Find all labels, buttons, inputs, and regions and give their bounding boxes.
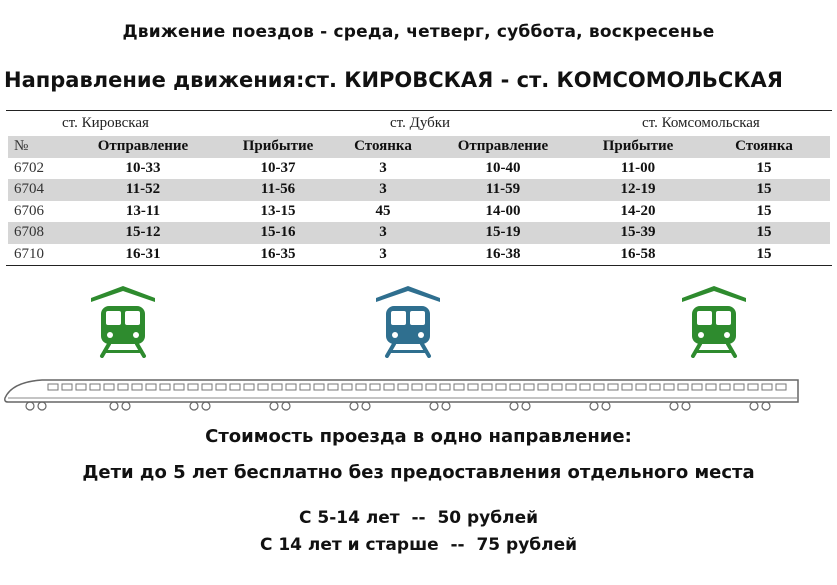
table-cell: 15 [756,245,772,262]
from-prefix: ст. [304,68,345,92]
table-cell: 11-00 [620,159,656,176]
table-row [8,201,830,223]
table-cell: 16-58 [620,245,656,262]
table-cell: 3 [379,245,387,262]
table-top-rule [6,110,832,111]
fare-children-free: Дети до 5 лет бесплатно без предоставления отдельного места [82,462,755,483]
train-number: 6708 [14,224,44,240]
table-cell: 11-59 [485,181,521,197]
table-cell: 11-56 [260,181,296,197]
table-cell: 11-52 [125,181,161,197]
train-station-icon [89,284,157,358]
table-cell: 16-31 [125,245,161,262]
table-row [8,179,830,201]
table-cell: 16-35 [260,245,296,262]
table-cell: 13-15 [260,202,296,219]
table-cell: 14-20 [620,202,656,219]
column-header: Отправление [97,138,189,154]
direction-title [4,68,783,92]
column-header: Отправление [457,138,549,154]
table-cell: 3 [379,181,387,197]
train-number: 6702 [14,159,44,176]
table-cell: 15-39 [620,224,656,240]
from-station: КИРОВСКАЯ [344,68,494,92]
train-side-icon [2,372,802,418]
table-cell: 12-19 [620,181,656,197]
table-cell: 15-16 [260,224,296,240]
train-number: 6710 [14,245,44,262]
column-header: Прибытие [602,138,674,154]
station-label-dubki: ст. Дубки [390,115,451,131]
table-cell: 10-37 [260,159,296,176]
train-number: 6704 [14,181,44,197]
station-label-kirovskaya: ст. Кировская [62,115,149,131]
table-cell: 10-40 [485,159,521,176]
to-station: КОМСОМОЛЬСКАЯ [556,68,783,92]
table-row [8,158,830,180]
table-bottom-rule [6,265,832,266]
schedule-table [8,136,830,265]
train-station-icon [374,284,442,358]
table-cell: 10-33 [125,159,161,176]
table-cell: 15 [756,224,772,240]
table-header-row [8,136,830,158]
table-cell: 13-11 [125,202,161,219]
to-prefix: ст. [516,68,557,92]
table-cell: 3 [379,159,387,176]
fare-title: Стоимость проезда в одно направление: [205,426,632,447]
column-header: Стоянка [735,138,793,154]
table-cell: 15 [756,181,772,197]
table-cell: 15 [756,202,772,219]
direction-separator: - [493,68,517,92]
column-header: № [14,138,29,154]
column-header: Стоянка [354,138,412,154]
table-cell: 3 [379,224,387,240]
table-cell: 15-19 [485,224,521,240]
table-cell: 16-38 [485,245,521,262]
table-cell: 45 [375,202,391,219]
fare-5-14: С 5-14 лет -- 50 рублей [298,508,539,528]
table-cell: 14-00 [485,202,521,219]
station-label-komsomolskaya: ст. Комсомольская [642,115,760,131]
fare-14-plus: С 14 лет и старше -- 75 рублей [259,535,578,555]
column-header: Прибытие [242,138,314,154]
direction-label: Направление движения: [4,68,305,92]
table-row [8,222,830,244]
table-cell: 15 [756,159,772,176]
schedule-days-title: Движение поездов - среда, четверг, суббота, воскресенье [122,22,715,42]
train-station-icon [680,284,748,358]
table-cell: 15-12 [125,224,161,240]
table-row [8,244,830,266]
train-number: 6706 [14,202,44,219]
